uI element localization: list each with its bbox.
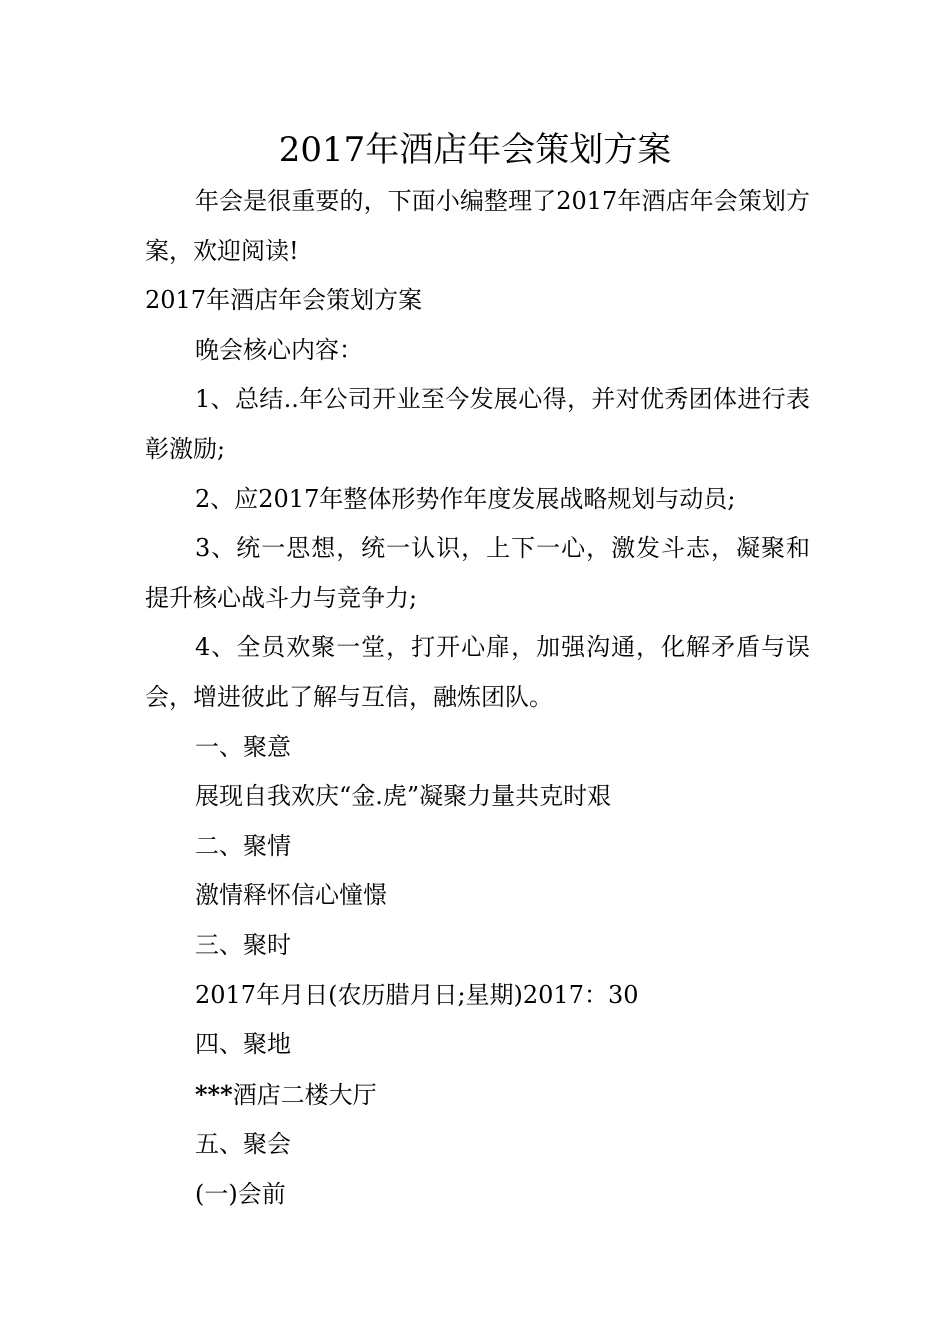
section-heading-1: 一、聚意 — [195, 732, 291, 761]
intro-paragraph: 年会是很重要的，下面小编整理了2017年酒店年会策划方案，欢迎阅读! — [145, 187, 810, 265]
core-item-1: 1、总结..年公司开业至今发展心得，并对优秀团体进行表彰激励; — [145, 385, 810, 463]
venue-name: 酒店二楼大厅 — [232, 1080, 377, 1109]
section-content-3: 2017年月日(农历腊月日;星期)2017：30 — [195, 980, 639, 1009]
venue-prefix: *** — [195, 1079, 233, 1109]
section-heading-3: 三、聚时 — [195, 930, 291, 959]
core-heading: 晚会核心内容： — [195, 335, 363, 364]
core-item-2: 2、应2017年整体形势作年度发展战略规划与动员; — [195, 484, 736, 513]
section-content-1: 展现自我欢庆“金.虎”凝聚力量共克时艰 — [195, 782, 612, 811]
section-content-4 — [145, 1070, 810, 1121]
subtitle: 2017年酒店年会策划方案 — [145, 286, 423, 315]
section-content-5: (一)会前 — [195, 1179, 286, 1208]
section-heading-5: 五、聚会 — [195, 1130, 291, 1159]
core-item-3: 3、统一思想，统一认识，上下一心，激发斗志，凝聚和提升核心战斗力与竞争力; — [145, 534, 810, 612]
section-heading-4: 四、聚地 — [195, 1030, 291, 1059]
section-content-2: 激情释怀信心憧憬 — [195, 881, 387, 910]
document-title: 2017年酒店年会策划方案 — [278, 130, 672, 170]
section-heading-2: 二、聚情 — [195, 831, 291, 860]
document-body — [145, 177, 810, 1219]
core-item-4: 4、全员欢聚一堂，打开心扉，加强沟通，化解矛盾与误会，增进彼此了解与互信，融炼团队。 — [145, 633, 810, 711]
